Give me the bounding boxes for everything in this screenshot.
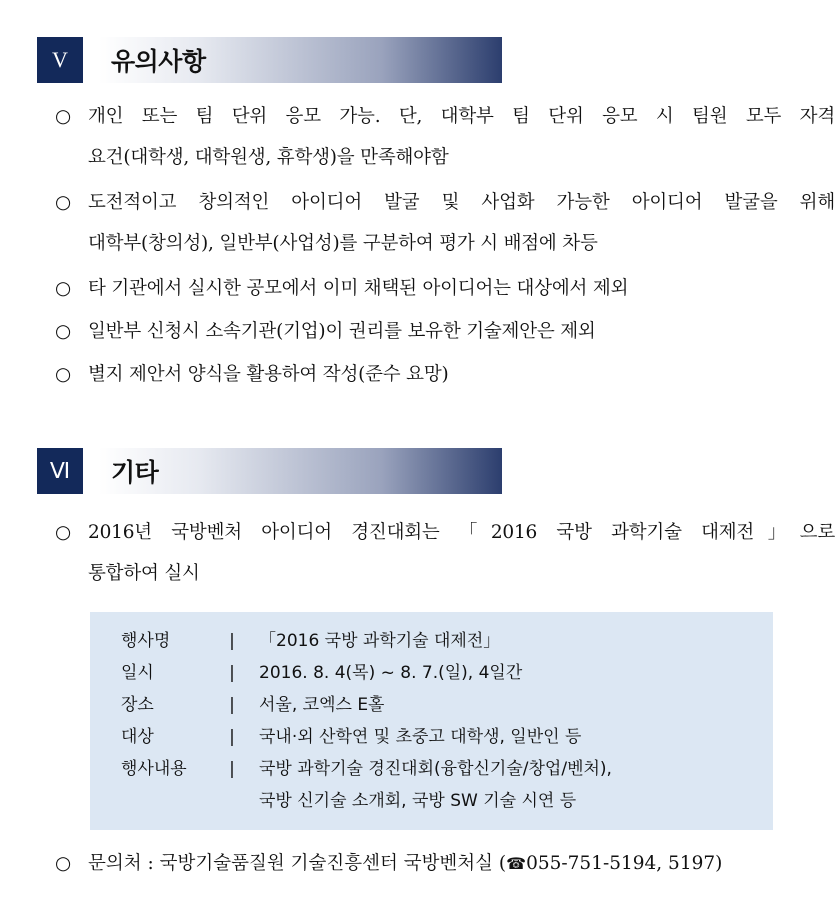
list-item: [55, 96, 835, 178]
section-header-vi: [37, 448, 502, 494]
item-line-2: 대학부(창의성), 일반부(사업성)를 구분하여 평가 시 배점에 차등: [88, 233, 598, 254]
separator: |: [229, 695, 235, 715]
item-text: 개인 또는 팀 단위 응모 가능. 단, 대학부 팀 단위 응모 시 팀원 모두 자격: [88, 106, 835, 127]
item-text: 2016년 국방벤처 아이디어 경진대회는 「2016 국방 과학기술 대제전」으로: [88, 522, 835, 543]
separator: |: [229, 727, 235, 747]
contact-phone: 055-751-5194, 5197): [526, 853, 723, 874]
item-line-1: [55, 96, 835, 137]
list-item: [55, 354, 835, 395]
event-row: [121, 690, 385, 720]
item-line-1: [55, 182, 835, 223]
item-text: 일반부 신청시 소속기관(기업)이 권리를 보유한 기술제안은 제외: [88, 321, 596, 342]
separator: |: [229, 631, 235, 651]
item-line-1: [55, 512, 835, 553]
event-value: 국방 과학기술 경진대회(융합신기술/창업/벤처),: [259, 759, 612, 779]
event-info-box: [90, 612, 773, 830]
event-row: [121, 754, 612, 784]
section-title-bar: [99, 448, 502, 494]
separator: |: [229, 759, 235, 779]
item-line-2: 통합하여 실시: [88, 563, 200, 584]
bullet: ○: [55, 106, 71, 127]
item-line-2: 요건(대학생, 대학원생, 휴학생)을 만족해야함: [88, 147, 449, 168]
event-value: 국내·외 산학연 및 초중고 대학생, 일반인 등: [259, 727, 582, 747]
list-item: [55, 182, 835, 264]
event-label: 행사명: [121, 631, 171, 651]
item-line-1: [55, 311, 835, 352]
section-number: V: [37, 37, 83, 83]
section-title-bar: [99, 37, 502, 83]
event-value: 2016. 8. 4(목) ~ 8. 7.(일), 4일간: [259, 663, 523, 683]
event-row: [121, 786, 576, 816]
event-row: [121, 626, 500, 656]
event-label: 장소: [121, 695, 154, 715]
section-number: Ⅵ: [37, 448, 83, 494]
list-item: [55, 512, 835, 594]
item-line-1: [55, 268, 835, 309]
section-header-v: [37, 37, 502, 83]
item-text: 별지 제안서 양식을 활용하여 작성(준수 요망): [88, 364, 449, 385]
section-title: 기타: [111, 458, 159, 487]
event-label: 대상: [121, 727, 154, 747]
event-value: 「2016 국방 과학기술 대제전」: [259, 631, 501, 651]
bullet: ○: [55, 522, 71, 543]
event-value: 국방 신기술 소개회, 국방 SW 기술 시연 등: [259, 791, 577, 811]
separator: |: [229, 663, 235, 683]
list-item: [55, 311, 835, 352]
event-row: [121, 658, 522, 688]
item-text: 타 기관에서 실시한 공모에서 이미 채택된 아이디어는 대상에서 제외: [88, 278, 629, 299]
item-text: 도전적이고 창의적인 아이디어 발굴 및 사업화 가능한 아이디어 발굴을 위해: [88, 192, 835, 213]
bullet: ○: [55, 321, 71, 342]
bullet: ○: [55, 853, 72, 874]
bullet: ○: [55, 192, 71, 213]
event-value: 서울, 코엑스 E홀: [259, 695, 385, 715]
contact-line: [55, 847, 722, 881]
section-title: 유의사항: [111, 47, 206, 76]
event-label: 행사내용: [121, 759, 187, 779]
bullet: ○: [55, 278, 71, 299]
item-line-1: [55, 354, 835, 395]
event-label: 일시: [121, 663, 154, 683]
contact-text: 문의처 : 국방기술품질원 기술진흥센터 국방벤처실 (: [88, 853, 507, 874]
list-item: [55, 268, 835, 309]
phone-icon: ☎: [506, 854, 527, 873]
bullet: ○: [55, 364, 71, 385]
event-row: [121, 722, 581, 752]
